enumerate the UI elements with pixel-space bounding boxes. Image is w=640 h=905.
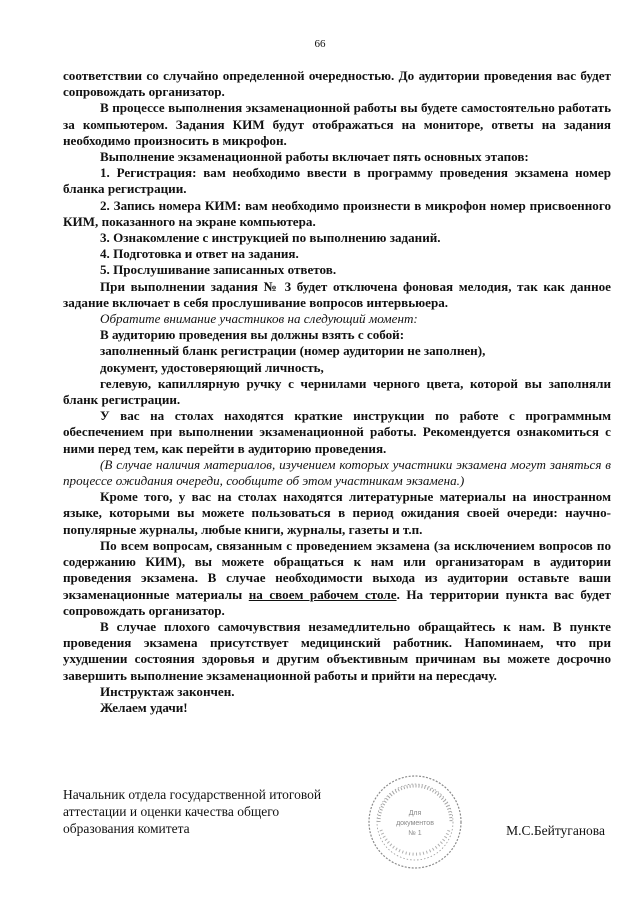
stamp-text: документов (396, 820, 434, 827)
closing-line: Инструктаж закончен. (100, 683, 235, 699)
list-item: документ, удостоверяющий личность, (100, 359, 324, 375)
signatory-name: М.С.Бейтуганова (506, 823, 605, 838)
italic-note: Обратите внимание участников на следующий момент: (100, 311, 418, 327)
paragraph: У вас на столах находятся краткие инструкции по работе с программным обеспечением при выполнении экзаменационной работы. Рекомендуется ознакомиться с ними перед тем, как перейти в аудиторию проведения. (63, 408, 611, 456)
official-stamp (365, 772, 465, 872)
signatory-title: Начальник отдела государственной итоговой аттестации и оценки качества общего образования комитета (63, 787, 322, 836)
stage-item: 5. Прослушивание записанных ответов. (100, 262, 337, 278)
stamp-text: № 1 (408, 830, 422, 837)
underlined-text: на своем рабочем столе (248, 586, 397, 602)
paragraph: При выполнении задания № 3 будет отключена фоновая мелодия, так как данное задание включает в себя прослушивание вопросов интервьюера. (63, 278, 611, 310)
stamp-text: Для (408, 810, 422, 817)
text-run: . На территории пункта вас будет сопровождать организатор. (63, 586, 611, 618)
text-run: По всем вопросам, связанным с проведением экзамена (за исключением вопросов по содержанию КИМ), вы можете обращаться к нам или организаторам в аудитории проведения экзамена. В случае необходимости выхода из аудитории оставьте ваши экзаменационные материалы (63, 537, 611, 602)
stage-item: 2. Запись номера КИМ: вам необходимо произнести в микрофон номер присвоенного КИМ, показанного на экране компьютера. (63, 197, 611, 229)
paragraph (63, 538, 611, 619)
paragraph: В аудиторию проведения вы должны взять с собой: (100, 327, 405, 343)
paragraph: Кроме того, у вас на столах находятся литературные материалы на иностранном языке, которыми вы можете пользоваться в период ожидания своей очереди: научно-популярные журналы, любые книги, журналы, газеты и т.п. (63, 489, 611, 537)
paragraph: В процессе выполнения экзаменационной работы вы будете самостоятельно работать за компьютером. Задания КИМ будут отображаться на мониторе, ответы на задания необходимо произносить в микрофон. (63, 100, 611, 148)
paragraph: соответствии со случайно определенной очередностью. До аудитории проведения вас будет сопровождать организатор. (63, 68, 611, 100)
closing-line: Желаем удачи! (100, 699, 188, 715)
stage-item: 4. Подготовка и ответ на задания. (100, 246, 299, 262)
stage-item: 1. Регистрация: вам необходимо ввести в программу проведения экзамена номер бланка регистрации. (63, 165, 611, 197)
paragraph: В случае плохого самочувствия незамедлительно обращайтесь к нам. В пункте проведения экзамена присутствует медицинский работник. Напоминаем, что при ухудшении состояния здоровья и другим объективным причинам вы можете досрочно завершить выполнение экзаменационной работы и прийти на пересдачу. (63, 618, 611, 683)
list-item: заполненный бланк регистрации (номер аудитории не заполнен), (100, 343, 486, 359)
stage-item: 3. Ознакомление с инструкцией по выполнению заданий. (100, 230, 441, 246)
paragraph: Выполнение экзаменационной работы включает пять основных этапов: (100, 149, 529, 165)
document-body (63, 68, 611, 716)
page-number: 66 (314, 38, 326, 50)
italic-note: (В случае наличия материалов, изучением которых участники экзамена могут заняться в процессе ожидания очереди, сообщите об этом участникам экзамена.) (63, 456, 611, 489)
list-item: гелевую, капиллярную ручку с чернилами черного цвета, которой вы заполняли бланк регистрации. (63, 375, 611, 408)
